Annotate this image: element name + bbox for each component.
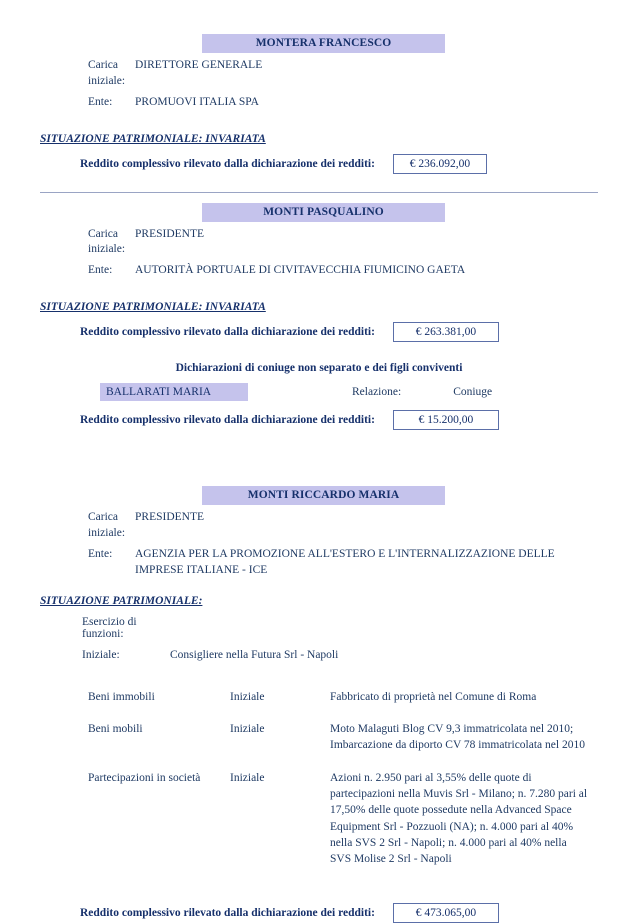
person-name-banner: MONTERA FRANCESCO: [202, 34, 445, 53]
relative-income-row: [40, 410, 598, 430]
initial-label: Iniziale:: [82, 648, 120, 661]
field-label: Ente:: [88, 547, 113, 560]
field-label: Ente:: [88, 264, 113, 277]
field-value: PRESIDENTE: [135, 227, 204, 240]
asset-period: Iniziale: [230, 722, 265, 735]
field-label: Carica iniziale:: [88, 59, 126, 87]
relative-name-banner: BALLARATI MARIA: [100, 383, 248, 401]
relative-income-value-box: € 15.200,00: [393, 410, 499, 430]
field-row: [40, 58, 598, 90]
asset-row: [40, 689, 598, 705]
field-label: Carica iniziale:: [88, 511, 126, 540]
income-label: Reddito complessivo rilevato dalla dichiarazione dei redditi:: [80, 157, 375, 170]
income-label: Reddito complessivo rilevato dalla dichiarazione dei redditi:: [80, 326, 375, 339]
asset-description: Fabbricato di proprietà nel Comune di Roma: [330, 690, 537, 703]
asset-description: Moto Malaguti Blog CV 9,3 immatricolata nel 2010; Imbarcazione da diporto CV 78 immatricolata nel 2010: [330, 722, 585, 752]
initial-value: Consigliere nella Futura Srl - Napoli: [170, 648, 339, 661]
income-value-box: € 263.381,00: [393, 322, 499, 342]
relation-label: Relazione:: [352, 386, 402, 399]
vertical-spacer: [40, 430, 598, 486]
initial-row: [40, 649, 598, 661]
relation-value: Coniuge: [453, 386, 493, 399]
person-name-banner: MONTI RICCARDO MARIA: [202, 486, 445, 505]
field-row: [40, 547, 598, 579]
vertical-spacer: [40, 661, 598, 673]
field-row: [40, 95, 598, 111]
field-value: DIRETTORE GENERALE: [135, 59, 263, 71]
income-label: Reddito complessivo rilevato dalla dichiarazione dei redditi:: [80, 906, 375, 919]
field-label: Ente:: [88, 95, 113, 108]
situation-heading: SITUAZIONE PATRIMONIALE: INVARIATA: [40, 301, 266, 314]
field-value: PRESIDENTE: [135, 511, 204, 524]
vertical-spacer: [40, 868, 598, 894]
field-row: [40, 263, 598, 279]
income-value-box: € 473.065,00: [393, 903, 499, 923]
field-label: Carica iniziale:: [88, 227, 126, 256]
person-name-banner: MONTI PASQUALINO: [202, 203, 445, 222]
field-value: PROMUOVI ITALIA SPA: [135, 95, 259, 108]
family-declarations-title: Dichiarazioni di coniuge non separato e dei figli conviventi: [175, 362, 463, 375]
section-divider: [40, 192, 598, 193]
exercise-label: Esercizio di funzioni:: [82, 615, 137, 640]
asset-row: [40, 770, 598, 868]
field-row: [40, 510, 598, 542]
income-value-box: € 236.092,00: [393, 154, 487, 174]
income-row: [40, 322, 598, 342]
field-row: [40, 227, 598, 259]
asset-period: Iniziale: [230, 690, 265, 703]
relative-row: [40, 383, 598, 401]
situation-heading: SITUAZIONE PATRIMONIALE:: [40, 594, 203, 607]
asset-period: Iniziale: [230, 771, 265, 784]
income-row: [40, 903, 598, 923]
person-section-3: [40, 486, 598, 922]
income-row: [40, 154, 598, 174]
field-value: AUTORITÀ PORTUALE DI CIVITAVECCHIA FIUMICINO GAETA: [135, 264, 466, 277]
relative-income-label: Reddito complessivo rilevato dalla dichiarazione dei redditi:: [80, 414, 375, 427]
person-section-2: [40, 203, 598, 431]
asset-description: Azioni n. 2.950 pari al 3,55% delle quote di partecipazioni nella Muvis Srl - Milano; n. 7.280 pari al 17,50% delle quote possedute nella Advanced Space Equipment Srl - Pozzuoli (NA); n. 4.000 pari al 40% nella SVS 2 Srl - Napoli; n. 4.000 pari al 40% nella SVS Molise 2 Srl - Napoli: [330, 771, 588, 866]
asset-category: Partecipazioni in società: [88, 771, 201, 784]
asset-row: [40, 721, 598, 754]
person-section-1: [40, 34, 598, 174]
asset-category: Beni mobili: [88, 722, 143, 735]
exercise-row: [40, 616, 598, 640]
field-value: AGENZIA PER LA PROMOZIONE ALL'ESTERO E L'INTERNALIZZAZIONE DELLE IMPRESE ITALIANE - ICE: [135, 547, 555, 576]
asset-category: Beni immobili: [88, 690, 155, 703]
situation-heading: SITUAZIONE PATRIMONIALE: INVARIATA: [40, 132, 266, 145]
